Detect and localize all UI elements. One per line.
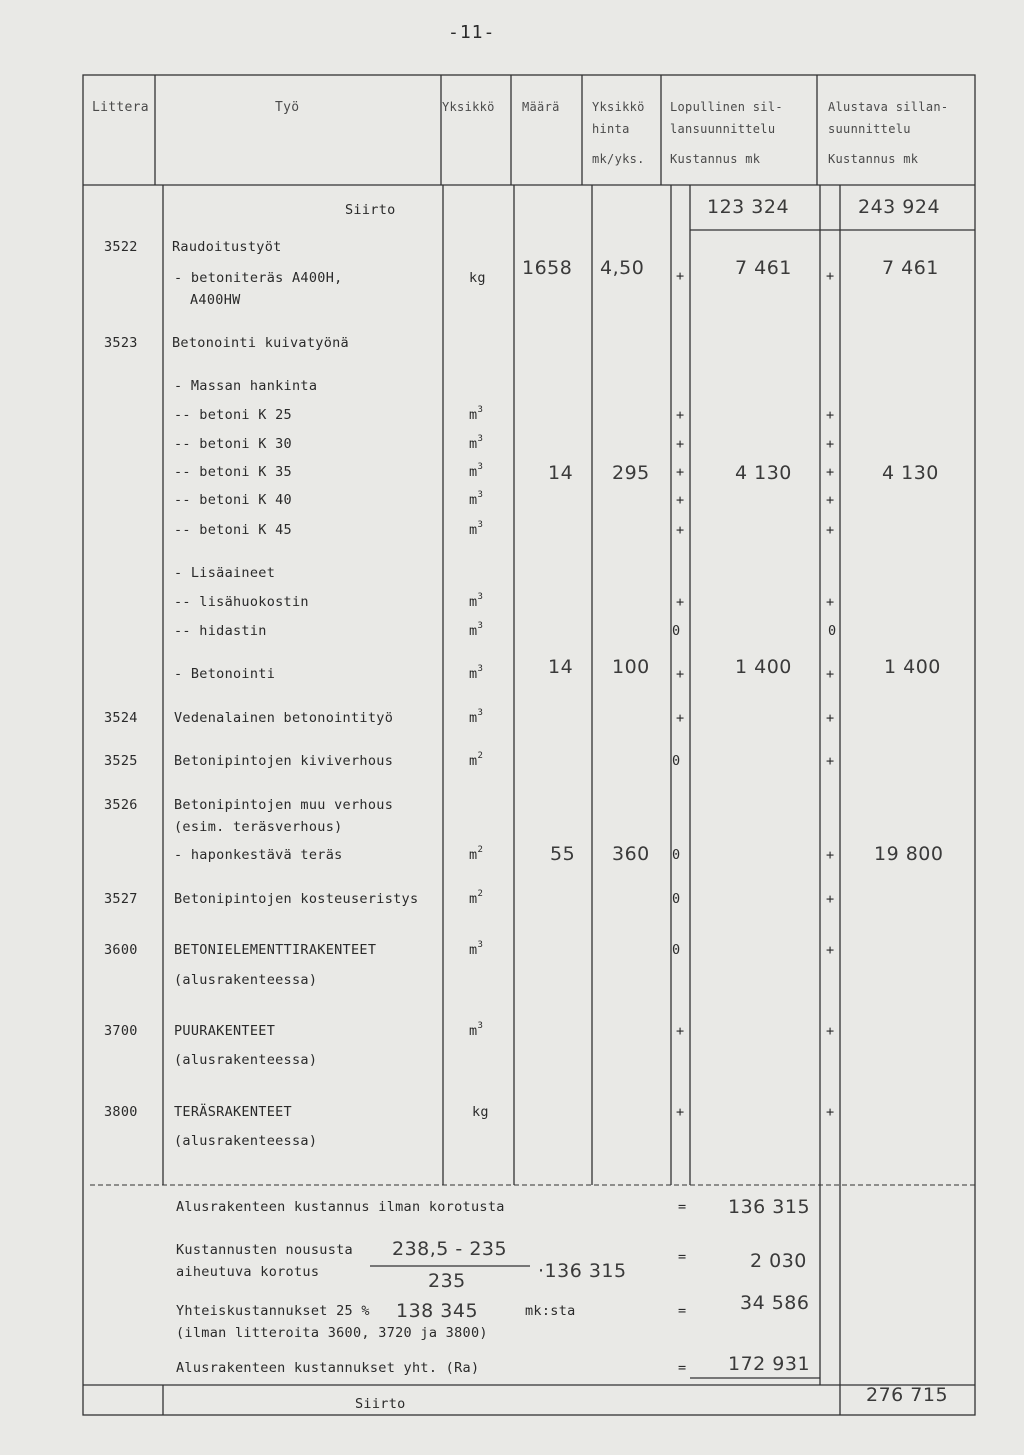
- haponkestava-price: 360: [612, 843, 650, 865]
- k40-m1: +: [676, 492, 685, 508]
- k30-m2: +: [826, 436, 835, 452]
- betoniteras-cost2: 7 461: [882, 257, 939, 279]
- summary-s3-hand: 138 345: [396, 1300, 479, 1322]
- k35-m1: +: [676, 464, 685, 480]
- summary-s2-numerator: 238,5 - 235: [392, 1238, 508, 1260]
- k25-unit: $m^3$: [469, 405, 484, 423]
- betonointi-cost1: 1 400: [735, 656, 792, 678]
- header-lopullinen-1: Lopullinen sil-: [670, 100, 783, 114]
- k35-price: 295: [612, 462, 650, 484]
- lisahuokostin-m1: +: [676, 594, 685, 610]
- row-3600-line2: (alusrakenteessa): [174, 972, 318, 988]
- row-3800-code: 3800: [104, 1104, 138, 1120]
- haponkestava-qty: 55: [550, 843, 576, 865]
- betoniteras-price: 4,50: [600, 257, 645, 279]
- row-3524-unit: $m^3$: [469, 708, 484, 726]
- siirto-bottom-label: Siirto: [355, 1396, 406, 1412]
- hidastin-m2: 0: [828, 623, 837, 639]
- row-3800-m2: +: [826, 1104, 835, 1120]
- row-3523-title: Betonointi kuivatyönä: [172, 335, 349, 351]
- row-3525-code: 3525: [104, 753, 138, 769]
- row-3526-line2: (esim. teräsverhous): [174, 819, 343, 835]
- row-3800-line2: (alusrakenteessa): [174, 1133, 318, 1149]
- k35-qty: 14: [548, 462, 574, 484]
- betonointi-m2: +: [826, 666, 835, 682]
- siirto-top-label: Siirto: [345, 202, 396, 218]
- k40-title: -- betoni K 40: [174, 492, 292, 508]
- k25-m1: +: [676, 407, 685, 423]
- summary-s2-label1: Kustannusten noususta: [176, 1242, 353, 1258]
- k35-m2: +: [826, 464, 835, 480]
- betonointi-m1: +: [676, 666, 685, 682]
- row-3525-unit: $m^2$: [469, 751, 484, 769]
- betoniteras-m2: +: [826, 268, 835, 284]
- header-lopullinen-2: lansuunnittelu: [670, 122, 776, 136]
- betoniteras-line2: A400HW: [190, 292, 241, 308]
- row-3800-line1: TERÄSRAKENTEET: [174, 1104, 292, 1120]
- row-3526-line1: Betonipintojen muu verhous: [174, 797, 394, 813]
- siirto-top-alustava: 243 924: [858, 196, 941, 218]
- row-3522-code: 3522: [104, 239, 138, 255]
- k25-title: -- betoni K 25: [174, 407, 292, 423]
- row-3525-title: Betonipintojen kiviverhous: [174, 753, 394, 769]
- summary-s3-sub: (ilman litteroita 3600, 3720 ja 3800): [176, 1325, 488, 1341]
- k45-m2: +: [826, 522, 835, 538]
- k35-title: -- betoni K 35: [174, 464, 292, 480]
- lisahuokostin-unit: $m^3$: [469, 592, 484, 610]
- summary-s2-value: 2 030: [750, 1250, 807, 1272]
- haponkestava-cost2: 19 800: [874, 843, 944, 865]
- row-3700-m2: +: [826, 1023, 835, 1039]
- row-3525-m1: 0: [672, 753, 681, 769]
- betonointi-qty: 14: [548, 656, 574, 678]
- betonointi-cost2: 1 400: [884, 656, 941, 678]
- row-3800-m1: +: [676, 1104, 685, 1120]
- summary-s4-eq: =: [678, 1360, 687, 1376]
- summary-s3-label: Yhteiskustannukset 25 %: [176, 1303, 370, 1319]
- row-3524-m1: +: [676, 710, 685, 726]
- haponkestava-unit: $m^2$: [469, 845, 484, 863]
- siirto-top-lopullinen: 123 324: [707, 196, 790, 218]
- row-3600-m2: +: [826, 942, 835, 958]
- header-alustava-2: suunnittelu: [828, 122, 911, 136]
- row-3526-code: 3526: [104, 797, 138, 813]
- row-3700-line2: (alusrakenteessa): [174, 1052, 318, 1068]
- row-3527-m1: 0: [672, 891, 681, 907]
- k30-m1: +: [676, 436, 685, 452]
- summary-s1-value: 136 315: [728, 1196, 811, 1218]
- summary-s1-eq: =: [678, 1199, 687, 1215]
- k25-m2: +: [826, 407, 835, 423]
- row-3700-unit: $m^3$: [469, 1021, 484, 1039]
- header-tyo: Työ: [275, 100, 300, 115]
- summary-s2-eq: =: [678, 1249, 687, 1265]
- page-number: -11-: [448, 22, 496, 43]
- header-yksikkohinta-3: mk/yks.: [592, 152, 645, 166]
- betoniteras-unit: kg: [469, 270, 486, 286]
- betoniteras-cost1: 7 461: [735, 257, 792, 279]
- row-3524-code: 3524: [104, 710, 138, 726]
- betonointi-price: 100: [612, 656, 650, 678]
- row-3800-unit: kg: [472, 1104, 489, 1120]
- row-3600-code: 3600: [104, 942, 138, 958]
- row-3700-m1: +: [676, 1023, 685, 1039]
- header-alustava-1: Alustava sillan-: [828, 100, 949, 114]
- header-littera: Littera: [92, 100, 149, 115]
- row-3600-line1: BETONIELEMENTTIRAKENTEET: [174, 942, 377, 958]
- row-3527-m2: +: [826, 891, 835, 907]
- header-lopullinen-3: Kustannus mk: [670, 152, 761, 166]
- betoniteras-m1: +: [676, 268, 685, 284]
- summary-s4-label: Alusrakenteen kustannukset yht. (Ra): [176, 1360, 480, 1376]
- row-3527-title: Betonipintojen kosteuseristys: [174, 891, 419, 907]
- betoniteras-line1: - betoniteräs A400H,: [174, 270, 343, 286]
- summary-s4-value: 172 931: [728, 1353, 811, 1375]
- k45-m1: +: [676, 522, 685, 538]
- betonointi-title: - Betonointi: [174, 666, 276, 682]
- lisahuokostin-title: -- lisähuokostin: [174, 594, 309, 610]
- massan-hankinta: - Massan hankinta: [174, 378, 318, 394]
- summary-s3-eq: =: [678, 1303, 687, 1319]
- header-yksikkohinta-2: hinta: [592, 122, 630, 136]
- row-3524-title: Vedenalainen betonointityö: [174, 710, 394, 726]
- k35-cost1: 4 130: [735, 462, 792, 484]
- k30-unit: $m^3$: [469, 434, 484, 452]
- hidastin-title: -- hidastin: [174, 623, 267, 639]
- summary-s2-factor: ·136 315: [538, 1260, 627, 1282]
- row-3600-m1: 0: [672, 942, 681, 958]
- row-3523-code: 3523: [104, 335, 138, 351]
- betonointi-unit: $m^3$: [469, 664, 484, 682]
- k40-unit: $m^3$: [469, 490, 484, 508]
- row-3527-code: 3527: [104, 891, 138, 907]
- summary-s2-label2: aiheutuva korotus: [176, 1264, 320, 1280]
- row-3700-code: 3700: [104, 1023, 138, 1039]
- row-3525-m2: +: [826, 753, 835, 769]
- k35-cost2: 4 130: [882, 462, 939, 484]
- siirto-bottom-value: 276 715: [866, 1384, 949, 1406]
- summary-s2-denominator: 235: [428, 1270, 466, 1292]
- haponkestava-title: - haponkestävä teräs: [174, 847, 343, 863]
- row-3700-line1: PUURAKENTEET: [174, 1023, 276, 1039]
- header-yksikkohinta-1: Yksikkö: [592, 100, 645, 114]
- lisahuokostin-m2: +: [826, 594, 835, 610]
- k30-title: -- betoni K 30: [174, 436, 292, 452]
- summary-s3-value: 34 586: [740, 1292, 810, 1314]
- row-3524-m2: +: [826, 710, 835, 726]
- row-3600-unit: $m^3$: [469, 940, 484, 958]
- k35-unit: $m^3$: [469, 462, 484, 480]
- summary-s1-label: Alusrakenteen kustannus ilman korotusta: [176, 1199, 505, 1215]
- row-3522-title: Raudoitustyöt: [172, 239, 282, 255]
- haponkestava-m1: 0: [672, 847, 681, 863]
- header-alustava-3: Kustannus mk: [828, 152, 919, 166]
- k40-m2: +: [826, 492, 835, 508]
- header-yksikko: Yksikkö: [442, 100, 495, 114]
- k45-unit: $m^3$: [469, 520, 484, 538]
- lisaaineet: - Lisäaineet: [174, 565, 276, 581]
- k45-title: -- betoni K 45: [174, 522, 292, 538]
- row-3527-unit: $m^2$: [469, 889, 484, 907]
- hidastin-unit: $m^3$: [469, 621, 484, 639]
- betoniteras-qty: 1658: [522, 257, 573, 279]
- haponkestava-m2: +: [826, 847, 835, 863]
- header-maara: Määrä: [522, 100, 560, 114]
- summary-s3-unit: mk:sta: [525, 1303, 576, 1319]
- hidastin-m1: 0: [672, 623, 681, 639]
